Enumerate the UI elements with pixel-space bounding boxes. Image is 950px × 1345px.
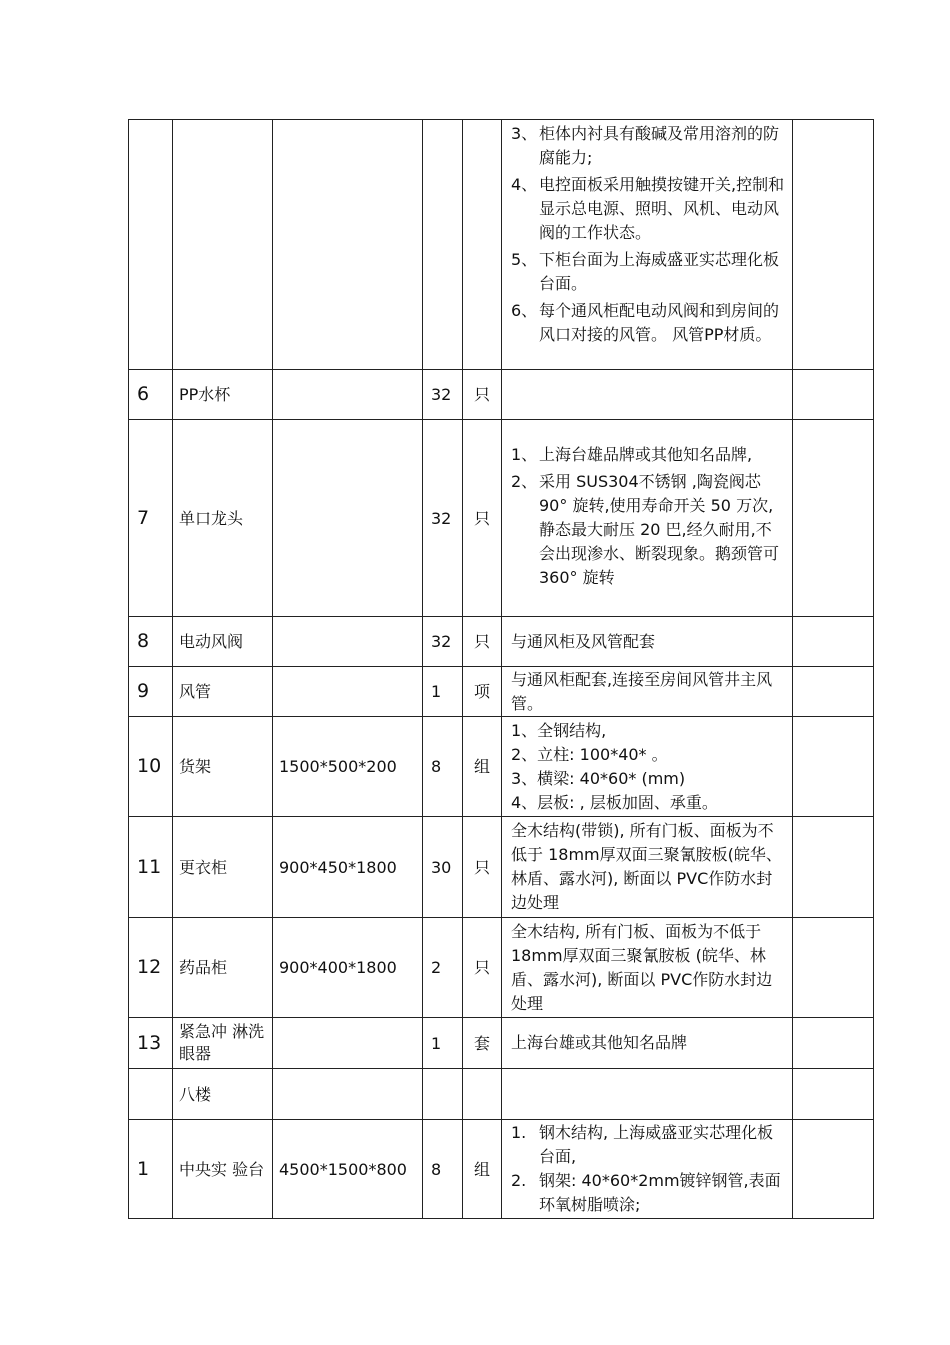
row-number: 1 (129, 1120, 173, 1219)
item-qty: 32 (423, 420, 463, 617)
remarks-cell (793, 420, 874, 617)
item-name: 货架 (173, 717, 273, 817)
item-spec (273, 1018, 423, 1069)
item-name (173, 120, 273, 370)
item-requirements: 全木结构, 所有门板、面板为不低于 18mm厚双面三聚氰胺板 (皖华、林盾、露水河), 断面以 PVC作防水封边处理 (502, 918, 793, 1018)
requirement-line: 2、立柱: 100*40* 。 (511, 744, 668, 764)
item-name: 中央实 验台 (173, 1120, 273, 1219)
item-requirements (502, 717, 793, 817)
row-number: 9 (129, 667, 173, 717)
section-header-row (129, 1069, 874, 1120)
item-unit (463, 1069, 502, 1120)
item-name: 更衣柜 (173, 817, 273, 918)
item-qty (423, 1069, 463, 1120)
requirement-item: 6、 每个通风柜配电动风阀和到房间的风口对接的风管。 风管PP材质。 (511, 301, 780, 344)
item-qty: 32 (423, 370, 463, 420)
requirement-line: 1、全钢结构, (511, 720, 607, 740)
table-row (129, 120, 874, 370)
item-name: PP水杯 (173, 370, 273, 420)
row-number: 13 (129, 1018, 173, 1069)
item-unit: 套 (463, 1018, 502, 1069)
item-spec (273, 1069, 423, 1120)
remarks-cell (793, 918, 874, 1018)
item-unit: 只 (463, 617, 502, 667)
remarks-cell (793, 667, 874, 717)
item-spec (273, 667, 423, 717)
equipment-spec-table (128, 119, 874, 1219)
item-spec: 4500*1500*800 (273, 1120, 423, 1219)
item-qty: 32 (423, 617, 463, 667)
requirement-item: 2、 采用 SUS304不锈钢 ,陶瓷阀芯 90° 旋转,使用寿命开关 50 万次,静态最大耐压 20 巴,经久耐用,不会出现渗水、断裂现象。鹅颈管可 360° 旋转 (511, 472, 780, 587)
item-requirements (502, 120, 793, 370)
item-requirements (502, 1069, 793, 1120)
remarks-cell (793, 120, 874, 370)
item-name: 风管 (173, 667, 273, 717)
remarks-cell (793, 1120, 874, 1219)
item-requirements: 全木结构(带锁), 所有门板、面板为不低于 18mm厚双面三聚氰胺板(皖华、林盾、露水河), 断面以 PVC作防水封边处理 (502, 817, 793, 918)
requirement-item: 2. 钢架: 40*60*2mm镀锌钢管,表面环氧树脂喷涂; (511, 1171, 781, 1214)
spec-table-container (128, 119, 873, 1219)
table-row (129, 817, 874, 918)
row-number: 6 (129, 370, 173, 420)
item-spec: 1500*500*200 (273, 717, 423, 817)
remarks-cell (793, 717, 874, 817)
requirement-line: 4、层板: , 层板加固、承重。 (511, 792, 718, 812)
item-requirements (502, 370, 793, 420)
requirement-line: 3、横梁: 40*60* (mm) (511, 768, 686, 788)
requirement-item: 4、 电控面板采用触摸按键开关,控制和显示总电源、照明、风机、电动风阀的工作状态。 (511, 175, 785, 242)
requirement-item: 3、 柜体内衬具有酸碱及常用溶剂的防腐能力; (511, 124, 780, 167)
table-row (129, 918, 874, 1018)
item-unit: 组 (463, 717, 502, 817)
item-qty (423, 120, 463, 370)
table-row (129, 1120, 874, 1219)
row-number: 12 (129, 918, 173, 1018)
item-requirements (502, 420, 793, 617)
remarks-cell (793, 617, 874, 667)
item-qty: 2 (423, 918, 463, 1018)
item-unit: 只 (463, 420, 502, 617)
item-name: 药品柜 (173, 918, 273, 1018)
item-spec (273, 420, 423, 617)
item-spec: 900*400*1800 (273, 918, 423, 1018)
item-qty: 8 (423, 1120, 463, 1219)
item-unit: 只 (463, 817, 502, 918)
item-qty: 30 (423, 817, 463, 918)
row-number (129, 120, 173, 370)
row-number: 10 (129, 717, 173, 817)
remarks-cell (793, 370, 874, 420)
item-qty: 1 (423, 1018, 463, 1069)
item-requirements: 上海台雄或其他知名品牌 (502, 1018, 793, 1069)
item-unit: 组 (463, 1120, 502, 1219)
row-number: 11 (129, 817, 173, 918)
item-spec (273, 617, 423, 667)
item-qty: 8 (423, 717, 463, 817)
item-name: 紧急冲 淋洗眼器 (173, 1018, 273, 1069)
section-title: 八楼 (173, 1069, 273, 1120)
remarks-cell (793, 817, 874, 918)
item-unit (463, 120, 502, 370)
row-number: 8 (129, 617, 173, 667)
item-spec: 900*450*1800 (273, 817, 423, 918)
row-number: 7 (129, 420, 173, 617)
item-spec (273, 120, 423, 370)
item-unit: 项 (463, 667, 502, 717)
item-qty: 1 (423, 667, 463, 717)
item-requirements (502, 1120, 793, 1219)
remarks-cell (793, 1018, 874, 1069)
remarks-cell (793, 1069, 874, 1120)
row-number (129, 1069, 173, 1120)
table-row (129, 420, 874, 617)
item-spec (273, 370, 423, 420)
table-row (129, 1018, 874, 1069)
table-row (129, 667, 874, 717)
table-row (129, 617, 874, 667)
item-requirements: 与通风柜及风管配套 (502, 617, 793, 667)
item-name: 电动风阀 (173, 617, 273, 667)
requirement-item: 1、 上海台雄品牌或其他知名品牌, (511, 445, 753, 464)
table-row (129, 370, 874, 420)
item-requirements: 与通风柜配套,连接至房间风管井主风管。 (502, 667, 793, 717)
item-unit: 只 (463, 370, 502, 420)
table-row (129, 717, 874, 817)
requirement-item: 5、 下柜台面为上海威盛亚实芯理化板台面。 (511, 250, 780, 293)
requirement-item: 1. 钢木结构, 上海威盛亚实芯理化板台面, (511, 1123, 774, 1166)
item-unit: 只 (463, 918, 502, 1018)
item-name: 单口龙头 (173, 420, 273, 617)
